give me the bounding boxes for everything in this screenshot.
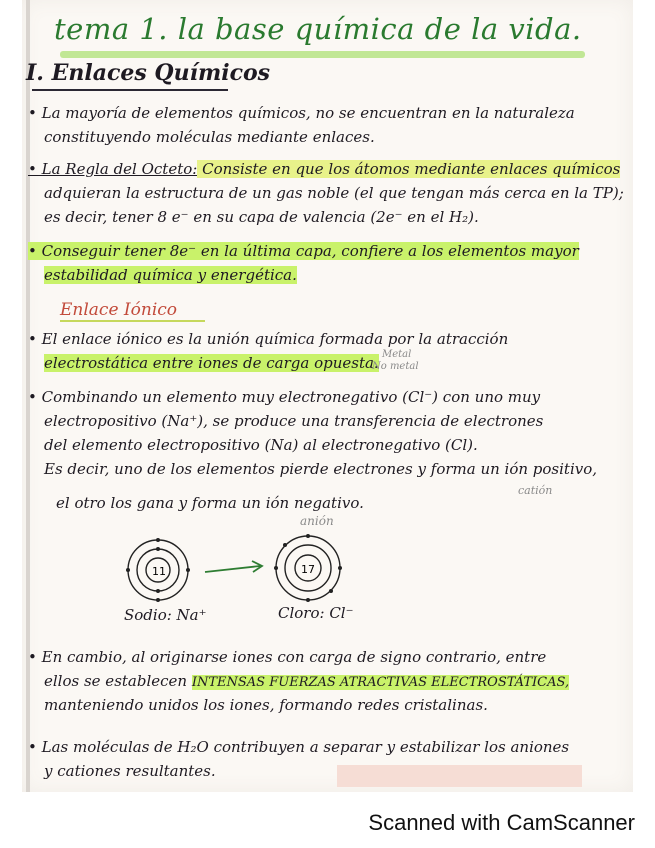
para6-line3: manteniendo unidos los iones, formando redes cristalinas. <box>44 696 488 714</box>
para6-line2-b: INTENSAS FUERZAS ATRACTIVAS ELECTROSTÁTICAS, <box>191 675 570 690</box>
para6-line2-a: ellos se establecen <box>44 672 192 690</box>
para4-line2 <box>44 354 379 372</box>
scanner-footer <box>0 800 655 848</box>
pink-sticky-note <box>337 765 582 787</box>
subheading-ionic-bond: Enlace Iónico <box>60 300 178 320</box>
page-title: tema 1. la base química de la vida. <box>54 12 582 46</box>
svg-text:17: 17 <box>301 563 315 576</box>
transfer-arrow <box>205 566 260 572</box>
para2-line2: adquieran la estructura de un gas noble (el que tengan más cerca en la TP); <box>44 184 624 202</box>
cation-note: catión <box>518 484 553 497</box>
para1-line2: constituyendo moléculas mediante enlaces. <box>44 128 375 146</box>
ion-diagram <box>110 532 370 612</box>
scanner-watermark: Scanned with CamScanner <box>368 810 635 835</box>
para7-line2: y cationes resultantes. <box>44 762 216 780</box>
para5-line1: • Combinando un elemento muy electronegativo (Cl⁻) con uno muy <box>28 388 541 406</box>
para2-line1-rest: Consiste en que los átomos mediante enlaces químicos <box>197 160 621 178</box>
para6-line2 <box>44 672 569 690</box>
note-metal: Metal <box>382 349 412 360</box>
para2-line1 <box>28 160 620 178</box>
para5-line5: el otro los gana y forma un ión negativo. <box>56 494 364 512</box>
heading-underline <box>32 89 228 91</box>
para5-line3: del elemento electropositivo (Na) al electronegativo (Cl). <box>44 436 478 454</box>
chlorine-label: Cloro: Cl⁻ <box>278 604 354 622</box>
para5-line4: Es decir, uno de los elementos pierde electrones y forma un ión positivo, <box>44 460 598 478</box>
para6-line1: • En cambio, al originarse iones con carga de signo contrario, entre <box>28 648 547 666</box>
para4-line2-text: electrostática entre iones de carga opuesta. <box>44 354 379 372</box>
para3-line1-text: • Conseguir tener 8e⁻ en la última capa, confiere a los elementos mayor <box>28 242 579 260</box>
para3-line1 <box>28 242 579 260</box>
para5-line2: electropositivo (Na⁺), se produce una transferencia de electrones <box>44 412 544 430</box>
para2-line3: es decir, tener 8 e⁻ en su capa de valencia (2e⁻ en el H₂). <box>44 208 479 226</box>
title-highlight <box>60 51 585 58</box>
para3-line2 <box>44 266 297 284</box>
svg-text:11: 11 <box>152 565 166 578</box>
para1-line1: • La mayoría de elementos químicos, no se encuentran en la naturaleza <box>28 104 575 122</box>
subheading-underline <box>60 320 205 322</box>
para3-line2-text: estabilidad química y energética. <box>44 266 297 284</box>
chlorine-atom <box>274 534 342 602</box>
para4-line1: • El enlace iónico es la unión química formada por la atracción <box>28 330 509 348</box>
anion-note: anión <box>300 514 334 528</box>
note-nometal: No metal <box>372 361 419 372</box>
sodium-atom <box>126 538 190 602</box>
sodium-label: Sodio: Na⁺ <box>124 606 207 624</box>
para7-line1: • Las moléculas de H₂O contribuyen a separar y estabilizar los aniones <box>28 738 570 756</box>
section-heading: I. Enlaces Químicos <box>26 60 271 86</box>
octet-rule-label: • La Regla del Octeto: <box>28 160 198 178</box>
